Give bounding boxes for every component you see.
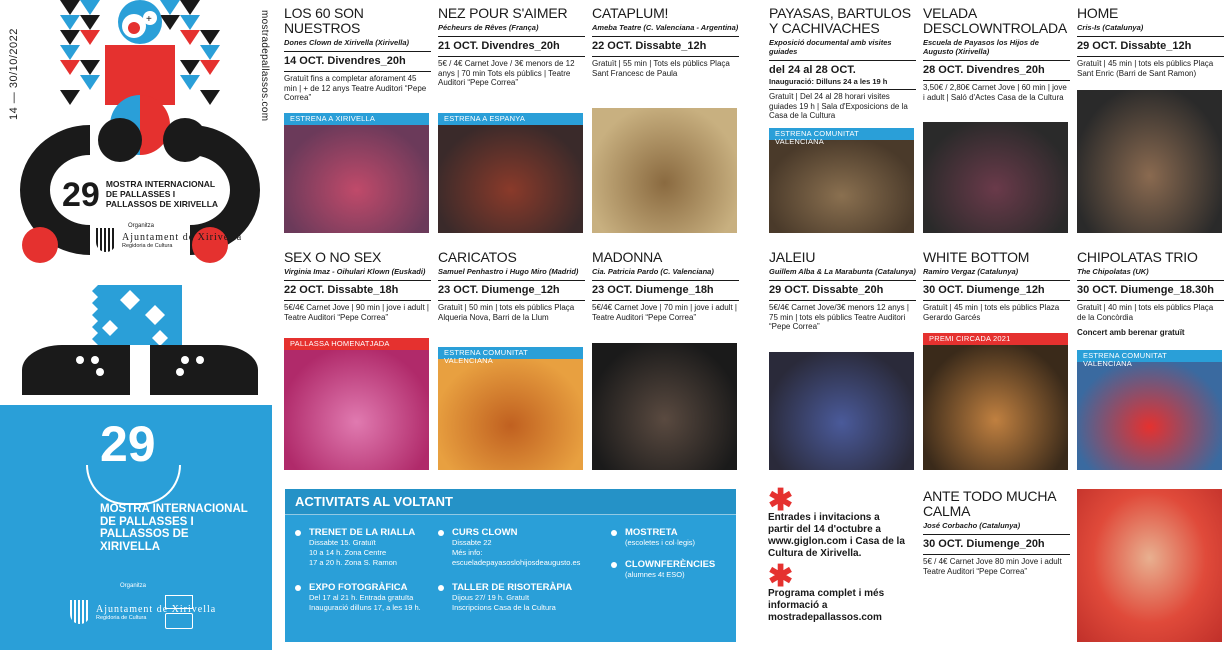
event-company: The Chipolatas (UK) <box>1077 267 1149 276</box>
event-badge: ESTRENA COMUNITAT VALENCIANA <box>1077 350 1222 362</box>
event-title: CARICATOS <box>438 249 517 265</box>
event-card <box>284 250 431 322</box>
event-photo-image <box>592 343 737 470</box>
activity-item <box>611 559 715 580</box>
event-company: Cia. Patricia Pardo (C. Valenciana) <box>592 267 714 276</box>
event-title: CATAPLUM! <box>592 5 669 21</box>
activity-detail: 17 a 20 h. Zona S. Ramon <box>309 558 397 567</box>
event-info: Gratuït | 50 min | tots els públics Plaça Alqueria Nova, Barri de la Llum <box>438 300 585 322</box>
event-photo-image <box>284 350 429 470</box>
activity-detail: Inauguració dilluns 17, a les 19 h. <box>309 603 421 612</box>
activity-detail: escueladepayasoslohijosdeaugusto.es <box>452 558 581 567</box>
event-date: 30 OCT. Diumenge_18.30h <box>1077 280 1224 297</box>
event-date: 22 OCT. Dissabte_18h <box>284 280 431 297</box>
event-title: MADONNA <box>592 249 663 265</box>
event-photo-image <box>769 352 914 470</box>
event-photo <box>284 338 429 470</box>
event-card <box>438 250 585 322</box>
event-photo <box>284 113 429 233</box>
event-info: 3,50€ / 2,80€ Carnet Jove | 60 min | jove i adult | Saló d'Actes Casa de la Cultura <box>923 80 1070 102</box>
event-photo <box>769 128 914 233</box>
event-date: 29 OCT. Dissabte_12h <box>1077 36 1224 53</box>
event-date: 22 OCT. Dissabte_12h <box>592 36 739 53</box>
event-card <box>923 489 1070 576</box>
event-info: Gratuït fins a completar aforament 45 min | + de 12 anys Teatre Auditori “Pepe Correa” <box>284 71 431 103</box>
event-photo-image <box>592 108 737 233</box>
activity-name: CURS CLOWN <box>438 527 580 538</box>
activity-detail: Dijous 27/ 19 h. Gratuït <box>452 593 530 602</box>
event-card <box>923 250 1070 322</box>
edition-block <box>62 178 226 212</box>
event-card <box>769 6 916 121</box>
activity-item <box>611 527 695 548</box>
event-card <box>1077 250 1224 337</box>
event-company: Ramiro Vergaz (Catalunya) <box>923 267 1019 276</box>
edition-number: 29 <box>62 176 100 214</box>
festival-poster <box>0 0 280 650</box>
event-photo-image <box>438 125 583 233</box>
event-company: Samuel Penhastro i Hugo Miro (Madrid) <box>438 267 579 276</box>
event-date: 29 OCT. Dissabte_20h <box>769 280 916 297</box>
asterisk-icon: ✱ <box>768 560 794 593</box>
activity-detail: (alumnes 4t ESO) <box>625 570 685 579</box>
event-date: 14 OCT. Divendres_20h <box>284 51 431 68</box>
activity-detail: (escoletes i col·legis) <box>625 538 696 547</box>
event-photo-image <box>438 359 583 470</box>
event-badge: ESTRENA COMUNITAT VALENCIANA <box>769 128 914 140</box>
event-badge: PALLASSA HOMENATJADA <box>284 338 429 350</box>
activity-name: MOSTRETA <box>611 527 695 538</box>
cover-regidoria-label: Regidoria de Cultura <box>96 614 147 621</box>
activity-name: TRENET DE LA RIALLA <box>295 527 415 538</box>
event-date: 30 OCT. Diumenge_12h <box>923 280 1070 297</box>
event-photo <box>769 352 914 470</box>
event-info: 5€/4€ Carnet Jove | 90 min | jove i adult | Teatre Auditori “Pepe Correa” <box>284 300 431 322</box>
activity-detail: Dissabte 15. Gratuït <box>309 538 376 547</box>
event-badge: ESTRENA A ESPANYA <box>438 113 583 125</box>
event-photo-image <box>1077 362 1222 470</box>
event-card <box>1077 6 1224 78</box>
activitats-title: ACTIVITATS AL VOLTANT <box>285 489 736 515</box>
activity-name: EXPO FOTOGRÀFICA <box>295 582 421 593</box>
organizer-block <box>96 228 242 252</box>
activity-detail: 10 a 14 h. Zona Centre <box>309 548 387 557</box>
event-info: 5€/4€ Carnet Jove | 70 min | jove i adult | Teatre Auditori “Pepe Correa” <box>592 300 739 322</box>
event-title: LOS 60 SON NUESTROS <box>284 5 364 36</box>
event-badge: PREMI CIRCADA 2021 <box>923 333 1068 345</box>
event-date: 23 OCT. Diumenge_18h <box>592 280 739 297</box>
ajuntament-name: Ajuntament de Xirivella <box>122 231 243 243</box>
cover-edition-number: 29 <box>100 416 156 472</box>
event-info: 5€ / 4€ Carnet Jove 80 min Jove i adult Teatre Auditori “Pepe Correa” <box>923 554 1070 576</box>
event-badge: ESTRENA COMUNITAT VALENCIANA <box>438 347 583 359</box>
cover-organitza-label: Organitza <box>120 583 147 589</box>
festival-title: MOSTRA INTERNACIONAL DE PALLASSES I PALLASSOS DE XIRIVELLA <box>105 179 219 209</box>
event-photo-image <box>284 125 429 233</box>
asterisk-icon: ✱ <box>768 484 794 517</box>
event-photo <box>1077 350 1222 470</box>
organitza-label: Organitza <box>128 223 155 229</box>
tickets-info <box>768 484 908 624</box>
event-card <box>284 6 431 103</box>
sponsor-logo-icon <box>165 595 193 609</box>
event-info: 5€ / 4€ Carnet Jove / 3€ menors de 12 anys | 70 min Tots els públics | Teatre Auditori “Pepe Correa” <box>438 56 585 88</box>
event-photo <box>923 122 1068 233</box>
event-card <box>769 250 916 332</box>
activity-name: CLOWNFERÈNCIES <box>611 559 715 570</box>
event-title: NEZ POUR S'AIMER <box>438 5 568 21</box>
event-info: Gratuït | Del 24 al 28 horari visites guiades 19 h | Sala d'Exposicions de la Casa de la Cultura <box>769 89 916 121</box>
event-title: ANTE TODO MUCHA CALMA <box>923 488 1056 519</box>
event-date-sub: Inauguració: Dilluns 24 a les 19 h <box>769 77 888 86</box>
event-company: José Corbacho (Catalunya) <box>923 521 1021 530</box>
activity-item <box>295 527 415 568</box>
activitats-panel <box>285 489 736 642</box>
event-photo <box>1077 90 1222 233</box>
program-info-text: Programa complet i més informació a mostradepallassos.com <box>768 588 885 623</box>
event-card <box>592 250 739 322</box>
event-title: WHITE BOTTOM <box>923 249 1030 265</box>
event-photo <box>923 333 1068 470</box>
event-title: PAYASAS, BARTULOS Y CACHIVACHES <box>769 5 911 36</box>
event-photo <box>438 113 583 233</box>
event-company: Dones Clown de Xirivella (Xirivella) <box>284 38 410 47</box>
event-info: Gratuït | 45 min | tots els públics Plaza Gerardo Garcés <box>923 300 1070 322</box>
event-title: CHIPOLATAS TRIO <box>1077 249 1198 265</box>
event-company: Cris-Is (Catalunya) <box>1077 23 1144 32</box>
event-date: 23 OCT. Diumenge_12h <box>438 280 585 297</box>
event-photo-image <box>769 140 914 233</box>
cover-ajuntament-name: Ajuntament de Xirivella <box>96 603 217 615</box>
event-company: Exposició documental amb visites guiades <box>769 38 892 56</box>
event-date: 28 OCT. Divendres_20h <box>923 60 1070 77</box>
activity-detail: Inscripcions Casa de la Cultura <box>452 603 556 612</box>
event-title: JALEIU <box>769 249 816 265</box>
event-card <box>438 6 585 88</box>
event-date: del 24 al 28 OCT. <box>769 60 916 77</box>
event-company: Virginia Imaz - Oihulari Klown (Euskadi) <box>284 267 426 276</box>
event-company: Escuela de Payasos los Hijos de Augusto (Xirivella) <box>923 38 1039 56</box>
event-badge: ESTRENA A XIRIVELLA <box>284 113 429 125</box>
poster-artwork <box>0 0 280 400</box>
event-info: Gratuït | 55 min | Tots els públics Plaça Sant Francesc de Paula <box>592 56 739 78</box>
event-photo <box>438 347 583 470</box>
activity-item <box>438 527 580 568</box>
event-title: VELADA DESCLOWNTROLADA <box>923 5 1068 36</box>
event-info: 5€/4€ Carnet Jove/3€ menors 12 anys | 75 min | tots els públics Teatre Auditori “Pepe Correa” <box>769 300 916 332</box>
event-card <box>923 6 1070 102</box>
event-date: 30 OCT. Diumenge_20h <box>923 534 1070 551</box>
event-company: Ameba Teatre (C. Valenciana - Argentina) <box>592 23 739 32</box>
activity-name: TALLER DE RISOTERÀPIA <box>438 582 572 593</box>
xirivella-crest-icon <box>96 228 116 252</box>
event-photo-image <box>1077 90 1222 233</box>
cover-organizer <box>70 600 216 624</box>
event-extra: Concert amb berenar gratuït <box>1077 328 1185 337</box>
svg-text:+: + <box>146 14 152 25</box>
event-title: SEX O NO SEX <box>284 249 382 265</box>
event-photo <box>592 108 737 233</box>
activity-detail: Del 17 al 21 h. Entrada gratuïta <box>309 593 414 602</box>
event-photo <box>1077 489 1222 642</box>
event-info: Gratuït | 40 min | tots els públics Plaça de la Concòrdia <box>1077 300 1224 322</box>
sponsor-logo-icon <box>165 613 193 629</box>
smile-arc <box>86 465 181 505</box>
tickets-text: Entrades i invitacions a partir del 14 d'octubre a www.giglon.com i Casa de la Cultura de Xirivella. <box>768 512 905 559</box>
activity-detail: Dissabte 22 <box>452 538 492 547</box>
festival-dates: 14 — 30/10/2022 <box>8 28 20 120</box>
event-company: Guillem Alba & La Marabunta (Catalunya) <box>769 267 916 276</box>
event-title: HOME <box>1077 5 1119 21</box>
activity-item <box>295 582 421 613</box>
event-info: Gratuït | 45 min | tots els públics Plaça Sant Enric (Barri de Sant Ramon) <box>1077 56 1224 78</box>
activity-item <box>438 582 572 613</box>
event-company: Pécheurs de Rêves (França) <box>438 23 539 32</box>
activity-detail: Més info: <box>452 548 483 557</box>
event-card <box>592 6 739 78</box>
event-photo <box>592 343 737 470</box>
poster-cover <box>0 405 272 650</box>
event-photo-image <box>923 122 1068 233</box>
xirivella-crest-icon <box>70 600 90 624</box>
festival-url: mostradepallassos.com <box>259 10 270 122</box>
regidoria-label: Regidoria de Cultura <box>122 242 173 249</box>
event-date: 21 OCT. Divendres_20h <box>438 36 585 53</box>
cover-title: MOSTRA INTERNACIONAL DE PALLASSES I PALLASSOS DE XIRIVELLA <box>100 503 248 553</box>
event-photo-image <box>923 345 1068 470</box>
